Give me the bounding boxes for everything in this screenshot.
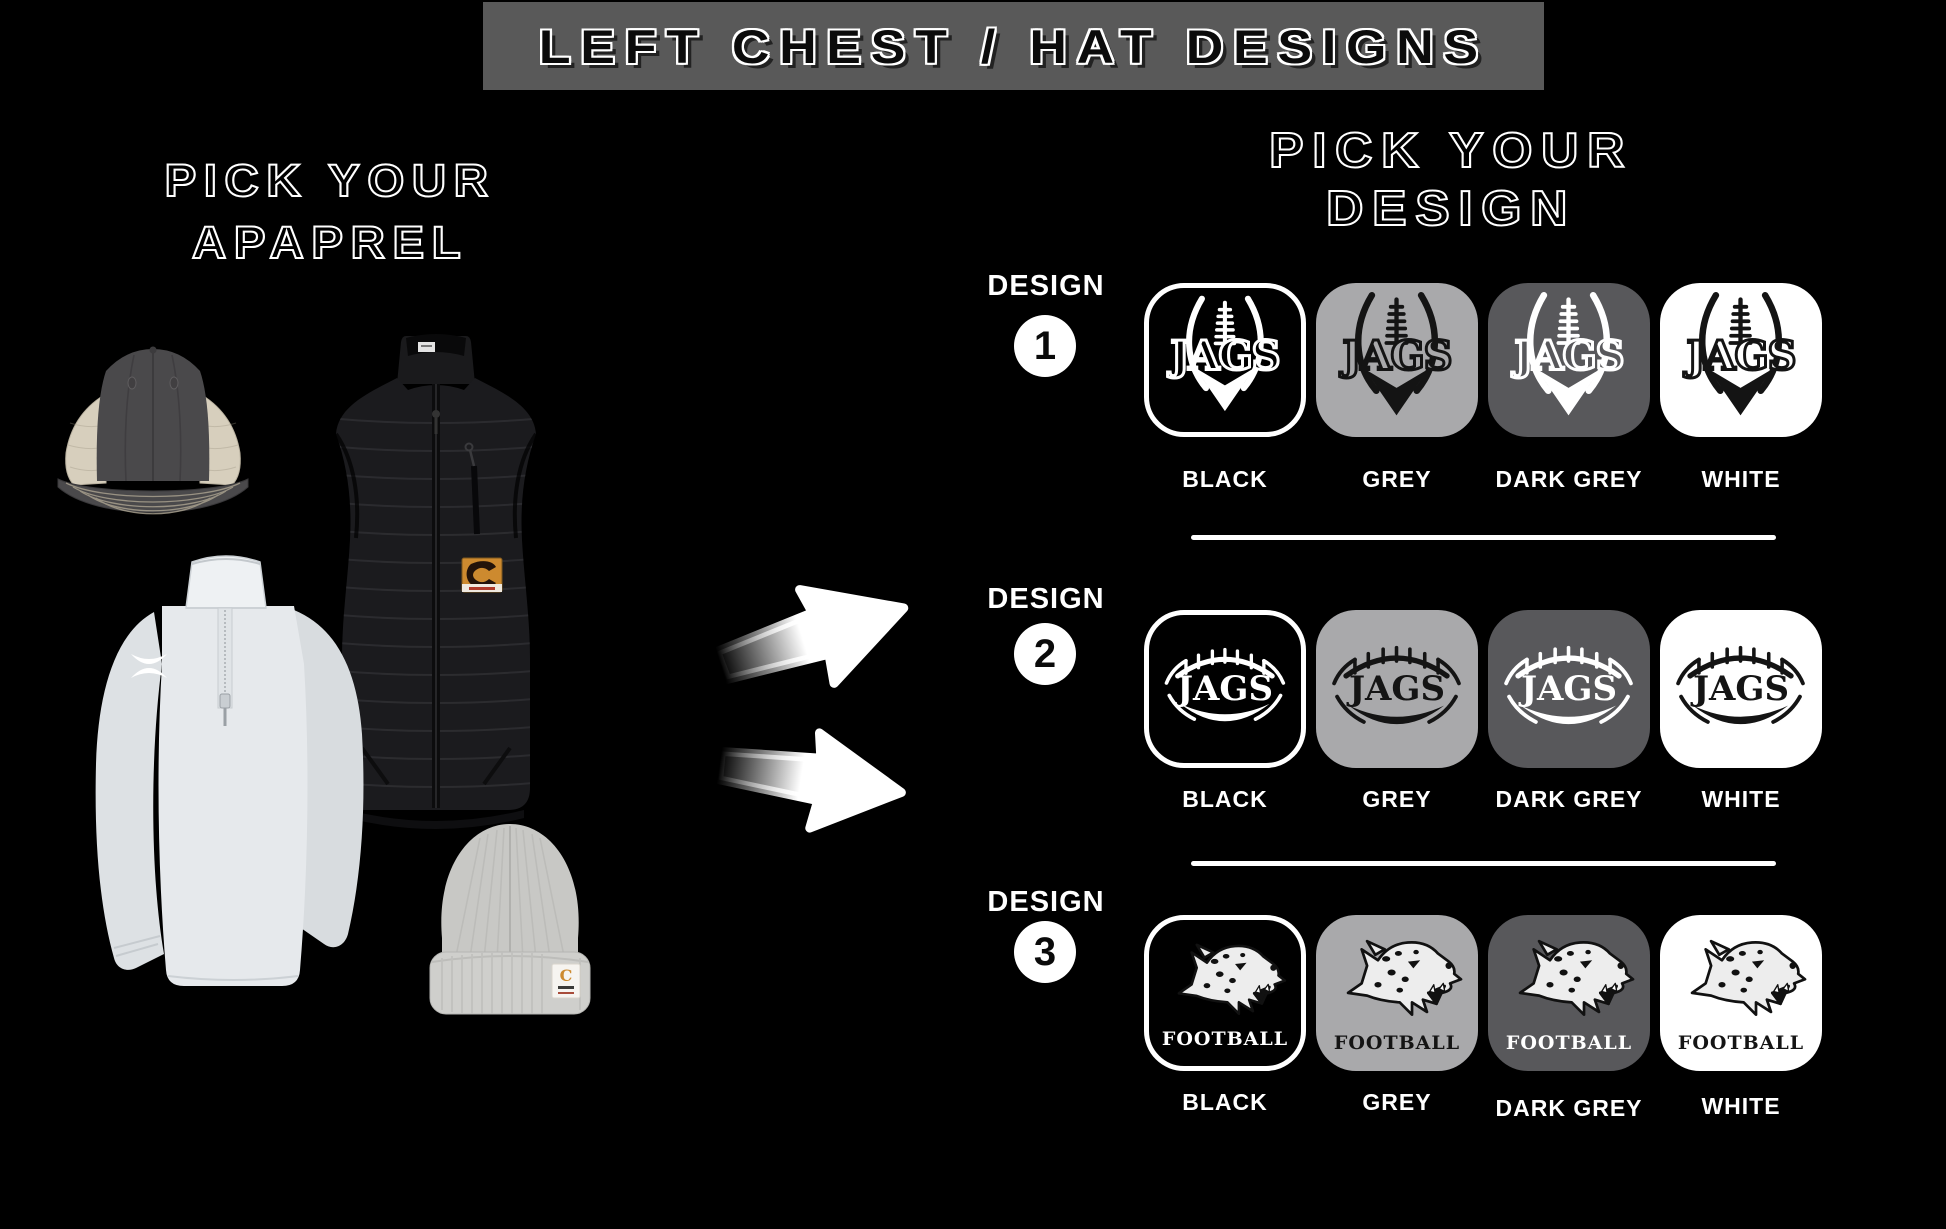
title-banner bbox=[483, 2, 1544, 90]
design-1-badge-grey[interactable] bbox=[1316, 283, 1478, 437]
arrow-right-icon bbox=[696, 706, 933, 863]
design-2-badge-dark-grey[interactable] bbox=[1488, 610, 1650, 768]
arrow-right-icon bbox=[697, 546, 938, 734]
carhartt-patch bbox=[552, 964, 580, 998]
design-1-number: 1 bbox=[1014, 315, 1076, 377]
design-1-badge-black[interactable] bbox=[1144, 283, 1306, 437]
variant-label: GREY bbox=[1362, 466, 1432, 492]
badge-text: JAGS bbox=[1170, 332, 1280, 380]
variant-label: GREY bbox=[1362, 1089, 1432, 1115]
design-2-badge-grey[interactable] bbox=[1316, 610, 1478, 768]
design-1-badge-dark-grey[interactable] bbox=[1488, 283, 1650, 437]
row-divider bbox=[1191, 861, 1776, 866]
design-3-badge-black[interactable] bbox=[1144, 915, 1306, 1071]
badge-text: JAGS bbox=[1520, 669, 1618, 709]
right-heading-line1: PICK YOUR bbox=[1269, 124, 1633, 178]
badge-text: FOOTBALL bbox=[1677, 1031, 1805, 1054]
right-heading-line2: DESIGN bbox=[1325, 182, 1577, 236]
left-heading-line1: PICK YOUR bbox=[164, 155, 496, 206]
design-2-number: 2 bbox=[1014, 623, 1076, 685]
carhartt-patch bbox=[462, 558, 502, 592]
badge-text: JAGS bbox=[1686, 332, 1796, 380]
trucker-hat bbox=[50, 333, 256, 525]
design-1-label: DESIGN bbox=[987, 270, 1105, 302]
right-heading bbox=[1181, 122, 1722, 238]
design-3-badge-grey[interactable] bbox=[1316, 915, 1478, 1071]
variant-label: DARK GREY bbox=[1495, 1095, 1643, 1121]
design-1-badge-white[interactable] bbox=[1660, 283, 1822, 437]
design-2-label: DESIGN bbox=[987, 583, 1105, 615]
badge-text: FOOTBALL bbox=[1161, 1027, 1289, 1050]
knit-beanie bbox=[416, 806, 604, 1032]
design-3-label: DESIGN bbox=[987, 886, 1105, 918]
badge-text: FOOTBALL bbox=[1505, 1031, 1633, 1054]
variant-label: DARK GREY bbox=[1495, 466, 1643, 492]
left-heading bbox=[65, 150, 595, 274]
row-divider bbox=[1191, 535, 1776, 540]
design-2-badge-black[interactable] bbox=[1144, 610, 1306, 768]
design-3-badge-white[interactable] bbox=[1660, 915, 1822, 1071]
quarter-zip-pullover bbox=[56, 544, 392, 1016]
variant-label: WHITE bbox=[1701, 466, 1781, 492]
badge-text: FOOTBALL bbox=[1333, 1031, 1461, 1054]
badge-text: JAGS bbox=[1514, 332, 1624, 380]
badge-text: JAGS bbox=[1692, 669, 1790, 709]
variant-label: BLACK bbox=[1182, 466, 1268, 492]
design-2-badge-white[interactable] bbox=[1660, 610, 1822, 768]
badge-text: JAGS bbox=[1348, 669, 1446, 709]
design-3-badge-dark-grey[interactable] bbox=[1488, 915, 1650, 1071]
design-3-number: 3 bbox=[1014, 921, 1076, 983]
variant-label: GREY bbox=[1362, 786, 1432, 812]
variant-label: BLACK bbox=[1182, 786, 1268, 812]
left-heading-line2: APAPREL bbox=[191, 217, 469, 268]
badge-text: JAGS bbox=[1176, 669, 1274, 709]
badge-text: JAGS bbox=[1342, 332, 1452, 380]
page-title: LEFT CHEST / HAT DESIGNS bbox=[539, 19, 1488, 73]
svg-text:C: C bbox=[559, 966, 573, 985]
variant-label: WHITE bbox=[1701, 786, 1781, 812]
variant-label: WHITE bbox=[1701, 1093, 1781, 1119]
variant-label: DARK GREY bbox=[1495, 786, 1643, 812]
variant-label: BLACK bbox=[1182, 1089, 1268, 1115]
